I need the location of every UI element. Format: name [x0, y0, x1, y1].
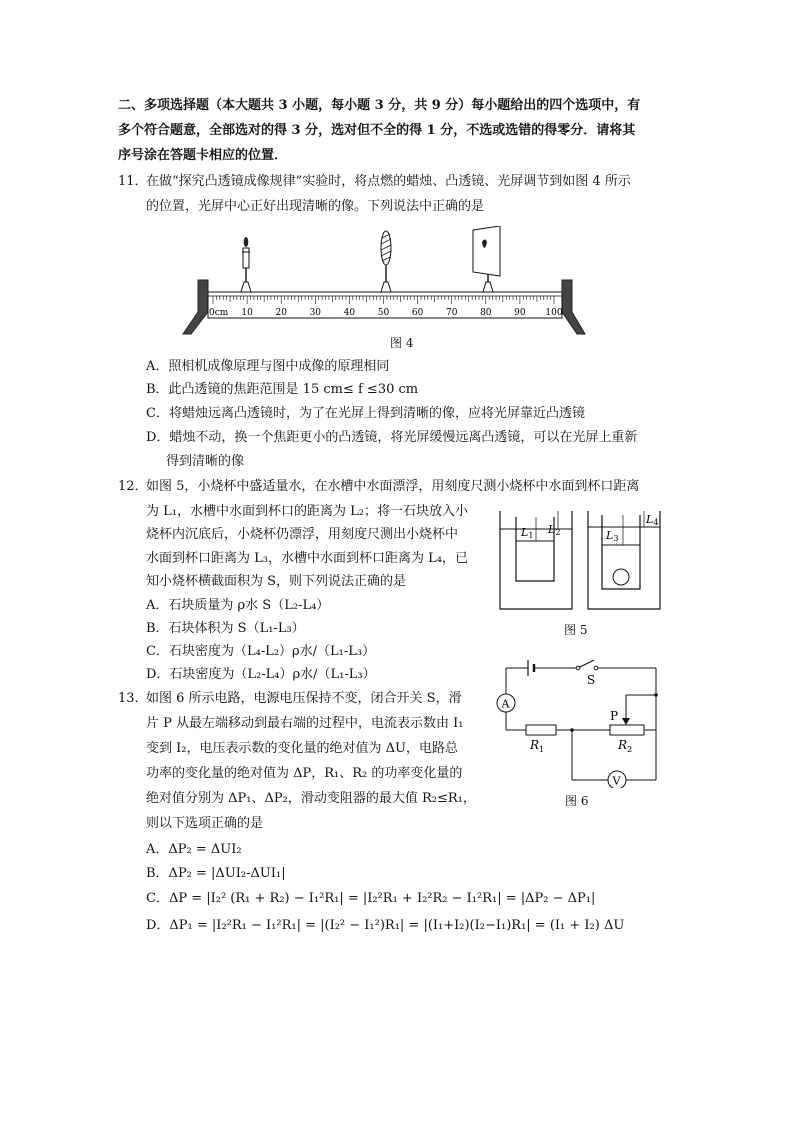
q13-option-d: D．ΔP₁ = |I₂²R₁ − I₁²R₁| = |(I₂² − I₁²)R₁| = |(I₁+I₂)(I₂−I₁)R₁| = (I₁ + I₂) ΔU — [146, 918, 625, 933]
label-l3: L3 — [606, 529, 619, 543]
q13-option-a: A．ΔP₂ = ΔUI₂ — [146, 842, 242, 857]
label-s: S — [587, 673, 596, 687]
ruler-label-80: 80 — [480, 308, 492, 318]
ruler-label-50: 50 — [377, 308, 390, 318]
q11-option-d-line-2: 得到清晰的像 — [166, 454, 245, 469]
label-p: P — [610, 709, 619, 723]
ruler-label-60: 60 — [411, 308, 424, 318]
q12-option-d: D．石块密度为（L₂-L₄）ρ水/（L₁-L₃） — [146, 667, 376, 682]
figure-6-circuit — [490, 658, 665, 788]
label-l4: L4 — [646, 513, 659, 527]
ruler-label-40: 40 — [343, 308, 356, 318]
candle — [241, 237, 251, 292]
ruler-label-100: 100 — [545, 308, 563, 318]
q13-option-b: B．ΔP₂ = |ΔUI₂-ΔUI₁| — [146, 866, 286, 881]
label-r1: $R_1$ — [530, 738, 545, 754]
light-screen — [473, 226, 500, 292]
q12-number: 12． — [118, 479, 148, 494]
ruler-label-0: 0cm — [209, 308, 229, 318]
ruler-label-10: 10 — [241, 308, 253, 318]
q11-option-c: C．将蜡烛远离凸透镜时，为了在光屏上得到清晰的像，应将光屏靠近凸透镜 — [146, 406, 585, 421]
q12-option-a: A．石块质量为 ρ水 S（L₂-L₄） — [146, 598, 330, 613]
label-l1: L1 — [521, 526, 534, 540]
figure-6-caption: 图 6 — [565, 794, 589, 808]
q13-line-6: 则以下选项正确的是 — [146, 816, 264, 831]
q11-option-b: B．此凸透镜的焦距范围是 15 cm≤ f ≤30 cm — [146, 382, 419, 397]
q13-line-5: 绝对值分别为 ΔP₁、ΔP₂，滑动变阻器的最大值 R₂≤R₁， — [146, 791, 476, 806]
label-r2: $R_2$ — [618, 738, 633, 754]
convex-lens — [381, 231, 391, 292]
q12-line-2: 为 L₁，水槽中水面到杯口的距离为 L₂；将一石块放入小 — [146, 504, 468, 519]
ruler-label-70: 70 — [445, 308, 458, 318]
q11-line-2: 的位置，光屏中心正好出现清晰的像。下列说法中正确的是 — [146, 199, 485, 214]
q13-line-1: 如图 6 所示电路，电源电压保持不变，闭合开关 S，滑 — [146, 691, 462, 706]
figure-5-caption: 图 5 — [564, 623, 588, 637]
section-line-2: 多个符合题意，全部选对的得 3 分，选对但不全的得 1 分，不选或选错的得零分．请将其 — [118, 123, 636, 138]
resistor-r2 — [610, 725, 644, 735]
switch-icon — [580, 660, 594, 667]
slider-p — [622, 718, 630, 725]
q12-line-5: 知小烧杯横截面积为 S，则下列说法正确的是 — [146, 574, 407, 589]
label-v: V — [612, 774, 621, 788]
q11-number: 11． — [118, 174, 148, 189]
resistor-r1 — [526, 725, 556, 735]
q12-line-1: 如图 5，小烧杯中盛适量水，在水槽中水面漂浮，用刻度尺测小烧杯中水面到杯口距离 — [146, 479, 640, 494]
ruler-label-30: 30 — [309, 308, 322, 318]
ruler-label-20: 20 — [275, 308, 287, 318]
figure-4-caption: 图 4 — [390, 336, 414, 350]
q13-line-2: 片 P 从最左端移动到最右端的过程中，电流表示数由 I₁ — [146, 716, 464, 731]
q13-line-4: 功率的变化量的绝对值为 ΔP，R₁、R₂ 的功率变化量的 — [146, 766, 463, 781]
q13-line-3: 变到 I₂，电压表示数的变化量的绝对值为 ΔU，电路总 — [146, 741, 458, 756]
q11-line-1: 在做“探究凸透镜成像规律”实验时，将点燃的蜡烛、凸透镜、光屏调节到如图 4 所示 — [146, 174, 631, 189]
q12-option-c: C．石块密度为（L₄-L₂）ρ水/（L₁-L₃） — [146, 644, 376, 659]
q12-line-3: 烧杯内沉底后，小烧杯仍漂浮，用刻度尺测出小烧杯中 — [146, 527, 459, 542]
q11-option-a: A．照相机成像原理与图中成像的原理相同 — [146, 359, 390, 374]
q11-option-d-line-1: D．蜡烛不动，换一个焦距更小的凸透镜，将光屏缓慢远离凸透镜，可以在光屏上重新 — [146, 430, 638, 445]
figure-4-optical-bench — [178, 226, 588, 338]
ruler-label-90: 90 — [514, 308, 526, 318]
q13-number: 13． — [118, 691, 148, 706]
label-a: A — [501, 697, 510, 711]
section-line-1: 二、多项选择题（本大题共 3 小题，每小题 3 分，共 9 分）每小题给出的四个选项中，有 — [118, 98, 641, 113]
q13-option-c: C．ΔP = |I₂² (R₁ + R₂) − I₁²R₁| = |I₂²R₁ + I₂²R₂ − I₁²R₁| = |ΔP₂ − ΔP₁| — [146, 891, 596, 906]
q12-line-4: 水面到杯口距离为 L₃，水槽中水面到杯口距离为 L₄，已 — [146, 551, 468, 566]
q12-option-b: B．石块体积为 S（L₁-L₃） — [146, 621, 305, 636]
section-line-3: 序号涂在答题卡相应的位置． — [118, 148, 288, 163]
figure-5-beakers — [496, 505, 671, 617]
label-l2: L2 — [548, 523, 561, 537]
